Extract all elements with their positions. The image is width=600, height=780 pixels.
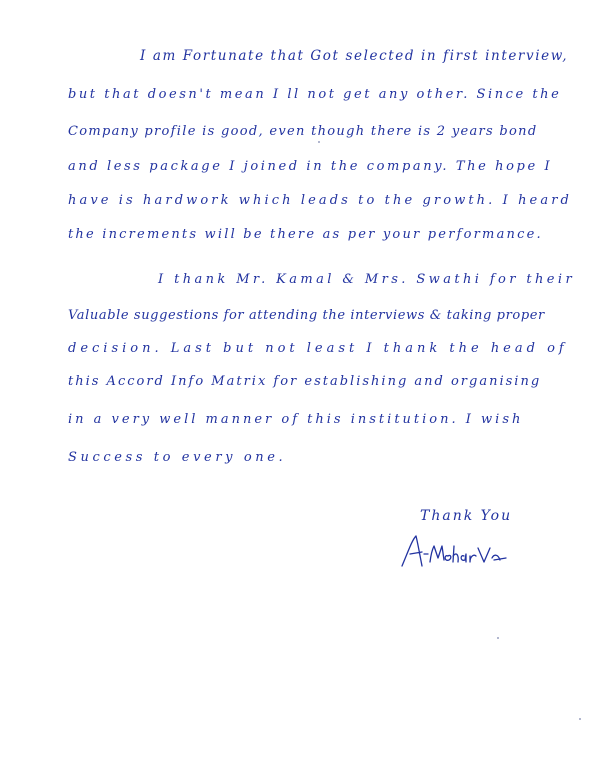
letter-line: decision. Last but not least I thank the head of	[68, 341, 568, 356]
closing-text: Thank You	[420, 508, 513, 524]
paper-speck	[497, 637, 499, 639]
letter-line: and less package I joined in the company. The hope I	[68, 159, 553, 174]
letter-line: I thank Mr. Kamal & Mrs. Swathi for their	[158, 272, 576, 287]
letter-line: Company profile is good, even though there is 2 years bond	[68, 124, 538, 139]
letter-line: Success to every one.	[68, 450, 287, 465]
signature	[398, 532, 508, 572]
letter-line: this Accord Info Matrix for establishing and organising	[68, 374, 542, 389]
letter-line: Valuable suggestions for attending the interviews & taking proper	[68, 308, 545, 323]
letter-line: in a very well manner of this institution. I wish	[68, 412, 524, 427]
paper-speck	[318, 141, 320, 143]
letter-line: I am Fortunate that Got selected in first interview,	[140, 48, 569, 64]
letter-line: the increments will be there as per your performance.	[68, 227, 543, 242]
letter-line: have is hardwork which leads to the growth. I heard	[68, 193, 572, 208]
paper-speck	[579, 718, 581, 720]
letter-line: but that doesn't mean I ll not get any other. Since the	[68, 87, 562, 102]
